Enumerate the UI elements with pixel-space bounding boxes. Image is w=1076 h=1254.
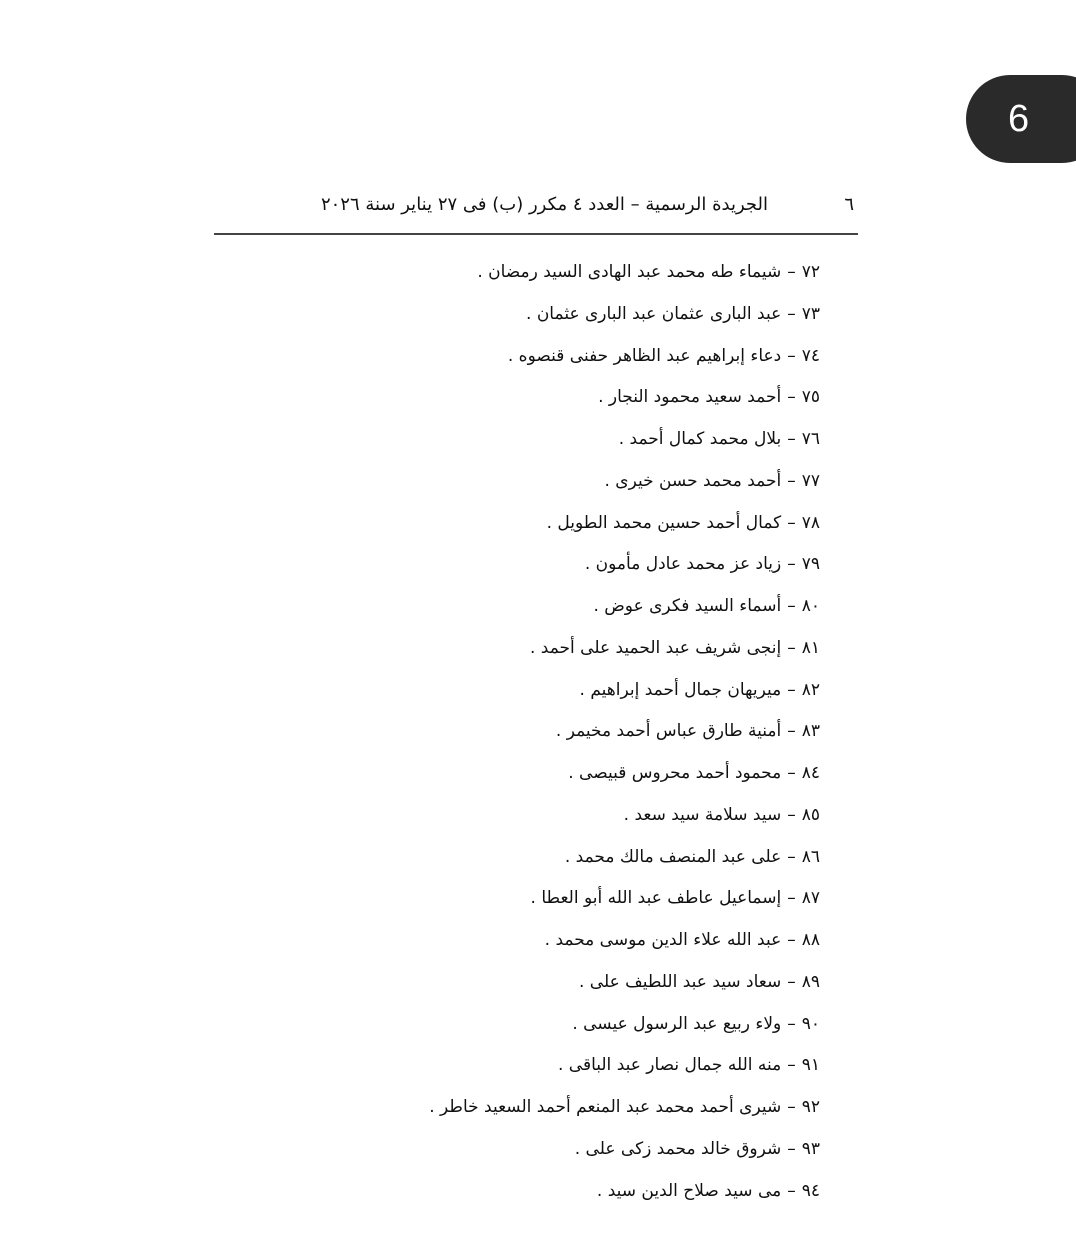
- header-page-number: ٦: [844, 194, 854, 215]
- entry-name: سعاد سيد عبد اللطيف على .: [578, 971, 782, 992]
- entry-name: على عبد المنصف مالك محمد .: [564, 846, 782, 867]
- list-item: [429, 711, 820, 753]
- entry-dash: –: [787, 470, 796, 491]
- list-item: [429, 1087, 820, 1129]
- entry-dash: –: [787, 262, 796, 282]
- list-item: [429, 586, 820, 628]
- entry-name: شيرى أحمد محمد عبد المنعم أحمد السعيد خاطر .: [429, 1097, 782, 1117]
- entry-dash: –: [787, 1180, 796, 1201]
- entry-number: ٩٠: [801, 1013, 820, 1034]
- list-item: [429, 419, 820, 461]
- entry-dash: –: [787, 721, 796, 742]
- entry-dash: –: [787, 303, 796, 324]
- entry-number: ٧٤: [801, 345, 820, 366]
- list-item: [429, 1171, 820, 1213]
- entry-number: ٨٦: [801, 846, 820, 867]
- entry-dash: –: [787, 512, 796, 533]
- entry-number: ٩١: [801, 1055, 820, 1076]
- entry-name: إنجى شريف عبد الحميد على أحمد .: [529, 637, 782, 658]
- entry-number: ٧٩: [801, 554, 820, 575]
- list-item: [429, 377, 820, 419]
- entry-dash: –: [787, 679, 796, 700]
- header-divider: [214, 233, 858, 235]
- entry-number: ٨١: [801, 637, 820, 658]
- entry-dash: –: [787, 596, 796, 616]
- entry-number: ٧٨: [801, 512, 820, 533]
- entry-dash: –: [787, 1055, 796, 1076]
- list-item: [429, 503, 820, 545]
- entry-number: ٨٥: [801, 804, 820, 825]
- entry-name: ولاء ربيع عبد الرسول عيسى .: [572, 1013, 782, 1034]
- list-item: [429, 544, 820, 586]
- entry-name: كمال أحمد حسين محمد الطويل .: [546, 512, 782, 533]
- entry-dash: –: [787, 637, 796, 658]
- entry-dash: –: [787, 1138, 796, 1159]
- entry-dash: –: [787, 345, 796, 366]
- list-item: [429, 837, 820, 879]
- entry-dash: –: [787, 930, 796, 950]
- entry-dash: –: [787, 888, 796, 909]
- entry-number: ٨٧: [801, 888, 820, 909]
- list-item: [429, 962, 820, 1004]
- list-item: [429, 461, 820, 503]
- page-header: [214, 190, 858, 224]
- entry-name: منه الله جمال نصار عبد الباقى .: [557, 1055, 782, 1076]
- entry-name: ميريهان جمال أحمد إبراهيم .: [579, 679, 782, 700]
- entry-name: بلال محمد كمال أحمد .: [618, 429, 782, 449]
- entry-name: مى سيد صلاح الدين سيد .: [596, 1180, 782, 1201]
- entry-dash: –: [787, 763, 796, 783]
- entry-number: ٧٧: [801, 470, 820, 491]
- entry-number: ٧٢: [801, 262, 820, 282]
- entry-number: ٨٣: [801, 721, 820, 742]
- list-item: [429, 878, 820, 920]
- names-list: [429, 252, 820, 1212]
- list-item: [429, 920, 820, 962]
- list-item: [429, 1045, 820, 1087]
- entry-number: ٩٤: [801, 1180, 820, 1201]
- list-item: [429, 670, 820, 712]
- entry-dash: –: [787, 429, 796, 449]
- entry-name: عبد الله علاء الدين موسى محمد .: [544, 930, 782, 950]
- page-number-badge: 6: [966, 75, 1076, 163]
- entry-name: دعاء إبراهيم عبد الظاهر حفنى قنصوه .: [507, 345, 782, 366]
- entry-dash: –: [787, 387, 796, 408]
- entry-dash: –: [787, 554, 796, 575]
- entry-dash: –: [787, 846, 796, 867]
- entry-number: ٨٩: [801, 971, 820, 992]
- entry-name: أسماء السيد فكرى عوض .: [593, 596, 782, 616]
- entry-name: شيماء طه محمد عبد الهادى السيد رمضان .: [477, 262, 782, 282]
- entry-number: ٩٣: [801, 1138, 820, 1159]
- list-item: [429, 753, 820, 795]
- entry-dash: –: [787, 971, 796, 992]
- entry-number: ٨٠: [801, 596, 820, 616]
- entry-number: ٨٨: [801, 930, 820, 950]
- gazette-title: الجريدة الرسمية – العدد ٤ مكرر (ب) فى ٢٧ يناير سنة ٢٠٢٦: [320, 194, 768, 215]
- entry-name: سيد سلامة سيد سعد .: [623, 804, 782, 825]
- entry-number: ٩٢: [801, 1097, 820, 1117]
- list-item: [429, 294, 820, 336]
- entry-name: أحمد محمد حسن خيرى .: [604, 470, 782, 491]
- entry-dash: –: [787, 1097, 796, 1117]
- entry-dash: –: [787, 1013, 796, 1034]
- list-item: [429, 795, 820, 837]
- entry-name: أحمد سعيد محمود النجار .: [598, 387, 782, 408]
- list-item: [429, 252, 820, 294]
- entry-name: عبد البارى عثمان عبد البارى عثمان .: [526, 303, 782, 324]
- entry-number: ٧٦: [801, 429, 820, 449]
- entry-name: محمود أحمد محروس قبيصى .: [568, 763, 782, 783]
- list-item: [429, 628, 820, 670]
- entry-name: أمنية طارق عباس أحمد مخيمر .: [555, 721, 782, 742]
- entry-number: ٨٢: [801, 679, 820, 700]
- entry-name: إسماعيل عاطف عبد الله أبو العطا .: [530, 888, 782, 909]
- entry-number: ٧٥: [801, 387, 820, 408]
- list-item: [429, 1129, 820, 1171]
- entry-number: ٧٣: [801, 303, 820, 324]
- entry-number: ٨٤: [801, 763, 820, 783]
- list-item: [429, 1004, 820, 1046]
- entry-name: زياد عز محمد عادل مأمون .: [584, 554, 782, 575]
- entry-dash: –: [787, 804, 796, 825]
- entry-name: شروق خالد محمد زكى على .: [574, 1138, 782, 1159]
- list-item: [429, 336, 820, 378]
